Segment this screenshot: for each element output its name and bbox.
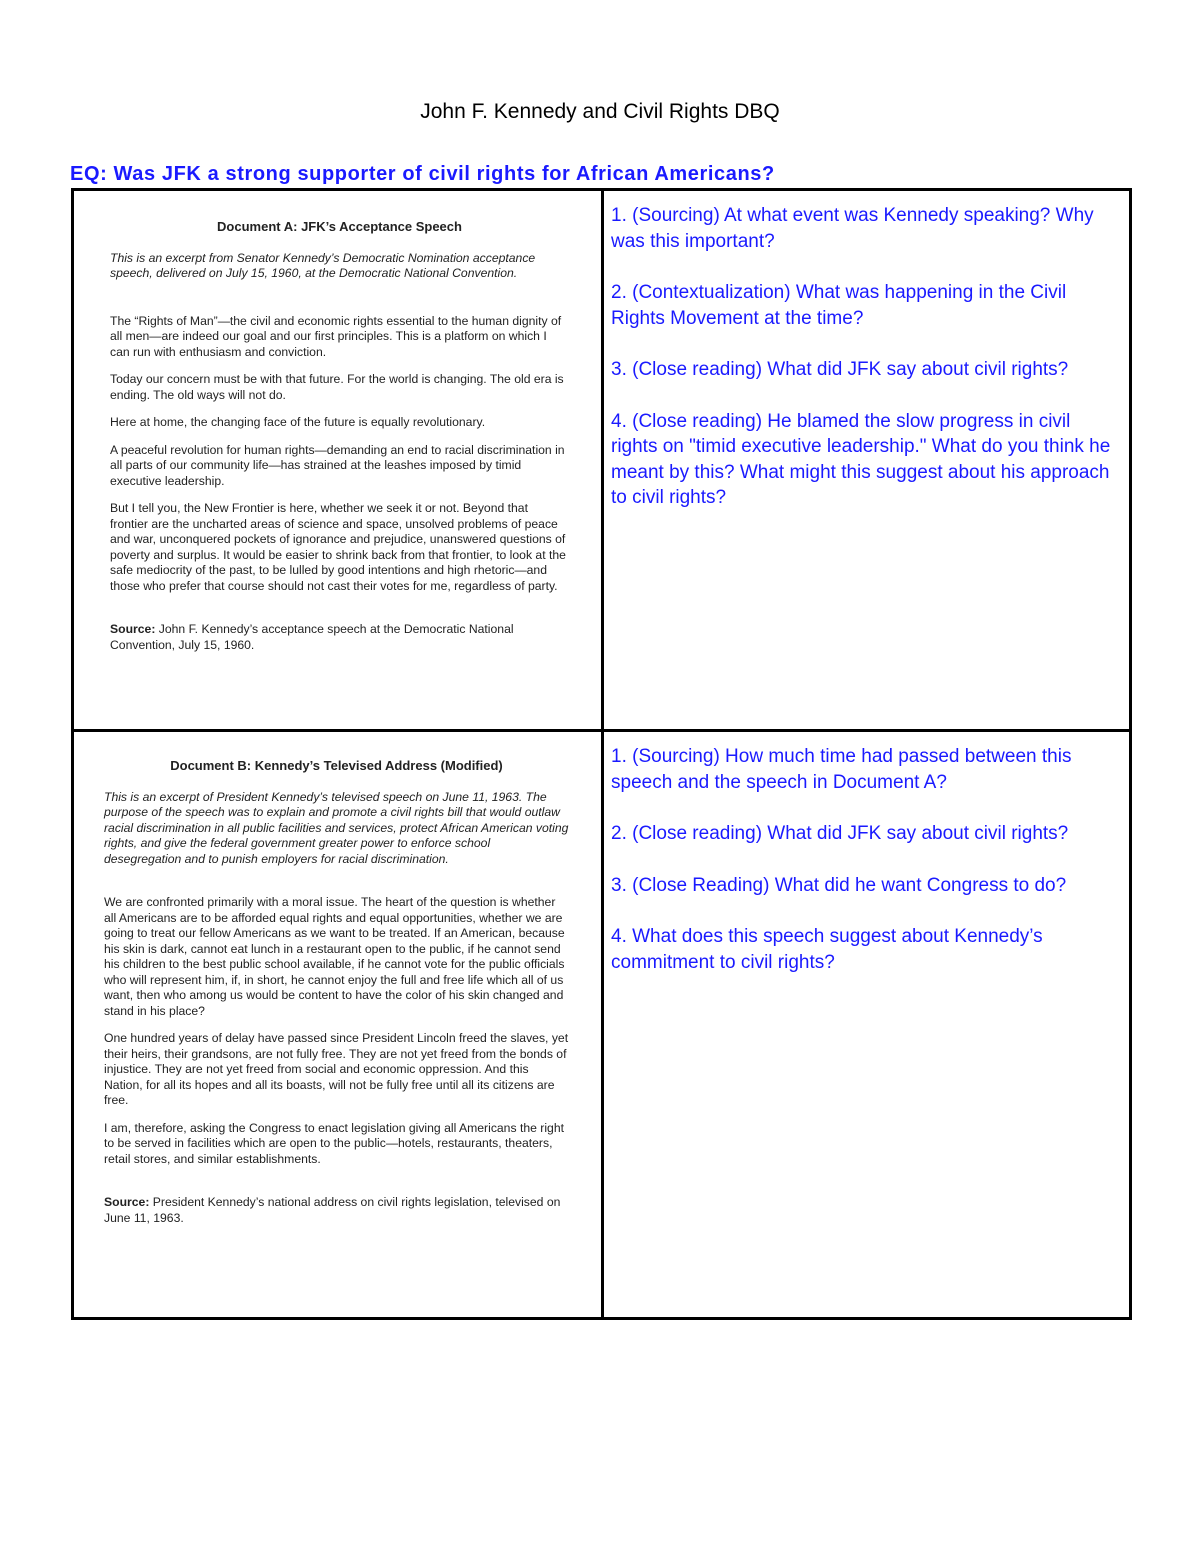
question-item: 3. (Close Reading) What did he want Congress to do? [611,874,1067,896]
document-a-paragraph: A peaceful revolution for human rights—demanding an end to racial discrimination in all parts of our community life—has strained at the leashes imposed by timid executive leadership. [110,442,565,488]
document-b-cell [73,731,603,1319]
question-item: 1. (Sourcing) How much time had passed between this speech and the speech in Document A? [611,746,1072,793]
source-text: John F. Kennedy’s acceptance speech at the Democratic National Convention, July 15, 1960. [110,622,514,652]
document-a-title: Document A: JFK’s Acceptance Speech [217,219,462,234]
document-a-paragraph: The “Rights of Man”—the civil and economic rights essential to the human dignity of all men—are indeed our goal and our first principles. This is a platform on which I can run with enthusiasm and conviction. [110,313,562,359]
question-item: 4. What does this speech suggest about Kennedy’s commitment to civil rights? [611,926,1043,973]
document-a-cell [73,190,603,731]
source-label: Source: [104,1195,150,1209]
document-b-intro: This is an excerpt of President Kennedy’s televised speech on June 11, 1963. The purpose of the speech was to explain and promote a civil rights bill that would outlaw racial discrimination in all public facilities and services, protect African American voting rights, and give the federal government greater power to enforce school desegregation and to punish employers for racial discrimination. [104,789,569,866]
document-a-box [74,191,601,653]
document-b-questions [604,732,1129,975]
document-a-source [110,622,569,653]
table-row-document-a [73,190,1131,731]
document-a-paragraph: But I tell you, the New Frontier is here, whether we seek it or not. Beyond that frontier are the uncharted areas of science and space, unsolved problems of peace and war, unconquered pockets of ignorance and prejudice, unanswered questions of poverty and surplus. It would be easier to shrink back from that frontier, to look at the safe mediocrity of the past, to be lulled by good intentions and high rhetoric—and those who prefer that course should not cast their votes for me, regardless of party. [110,501,566,593]
page-title: John F. Kennedy and Civil Rights DBQ [420,100,780,123]
document-a-paragraph: Today our concern must be with that future. For the world is changing. The old era is ending. The old ways will not do. [110,372,564,402]
essential-question: EQ: Was JFK a strong supporter of civil rights for African Americans? [70,163,775,185]
document-b-paragraph: I am, therefore, asking the Congress to enact legislation giving all Americans the right to be served in facilities which are open to the public—hotels, restaurants, theaters, retail stores, and similar establishments. [104,1120,564,1166]
document-b-source [104,1195,569,1226]
source-label: Source: [110,622,156,636]
document-b-title: Document B: Kennedy’s Televised Address (Modified) [170,758,503,773]
dbq-table [71,188,1132,1320]
table-row-document-b [73,731,1131,1319]
question-item: 2. (Contextualization) What was happening in the Civil Rights Movement at the time? [611,282,1067,329]
question-item: 1. (Sourcing) At what event was Kennedy speaking? Why was this important? [611,205,1094,252]
document-b-paragraph: One hundred years of delay have passed since President Lincoln freed the slaves, yet their heirs, their grandsons, are not fully free. They are not yet freed from the bonds of injustice. They are not yet freed from social and economic oppression. And this Nation, for all its hopes and all its boasts, will not be fully free until all its citizens are free. [104,1031,569,1107]
question-item: 3. (Close reading) What did JFK say about civil rights? [611,359,1069,380]
question-item: 2. (Close reading) What did JFK say about civil rights? [611,823,1069,844]
document-b-questions-cell [603,731,1131,1319]
document-b-box [74,732,601,1226]
source-text: President Kennedy’s national address on civil rights legislation, televised on June 11, 1963. [104,1195,561,1225]
document-b-paragraph: We are confronted primarily with a moral issue. The heart of the question is whether all Americans are to be afforded equal rights and equal opportunities, whether we are going to treat our fellow Americans as we want to be treated. If an American, because his skin is dark, cannot eat lunch in a restaurant open to the public, if he cannot send his children to the best public school available, if he cannot vote for the public officials who will represent him, if, in short, he cannot enjoy the full and free life which all of us want, then who among us would be content to have the color of his skin changed and stand in his place? [104,895,565,1018]
question-item: 4. (Close reading) He blamed the slow progress in civil rights on "timid executive leadership." What do you think he meant by this? What might this suggest about his approach to civil rights? [611,410,1111,508]
document-a-paragraph: Here at home, the changing face of the future is equally revolutionary. [110,415,486,429]
document-a-questions-cell [603,190,1131,731]
document-a-questions [604,191,1129,511]
document-a-intro: This is an excerpt from Senator Kennedy’s Democratic Nomination acceptance speech, delivered on July 15, 1960, at the Democratic National Convention. [110,250,536,280]
